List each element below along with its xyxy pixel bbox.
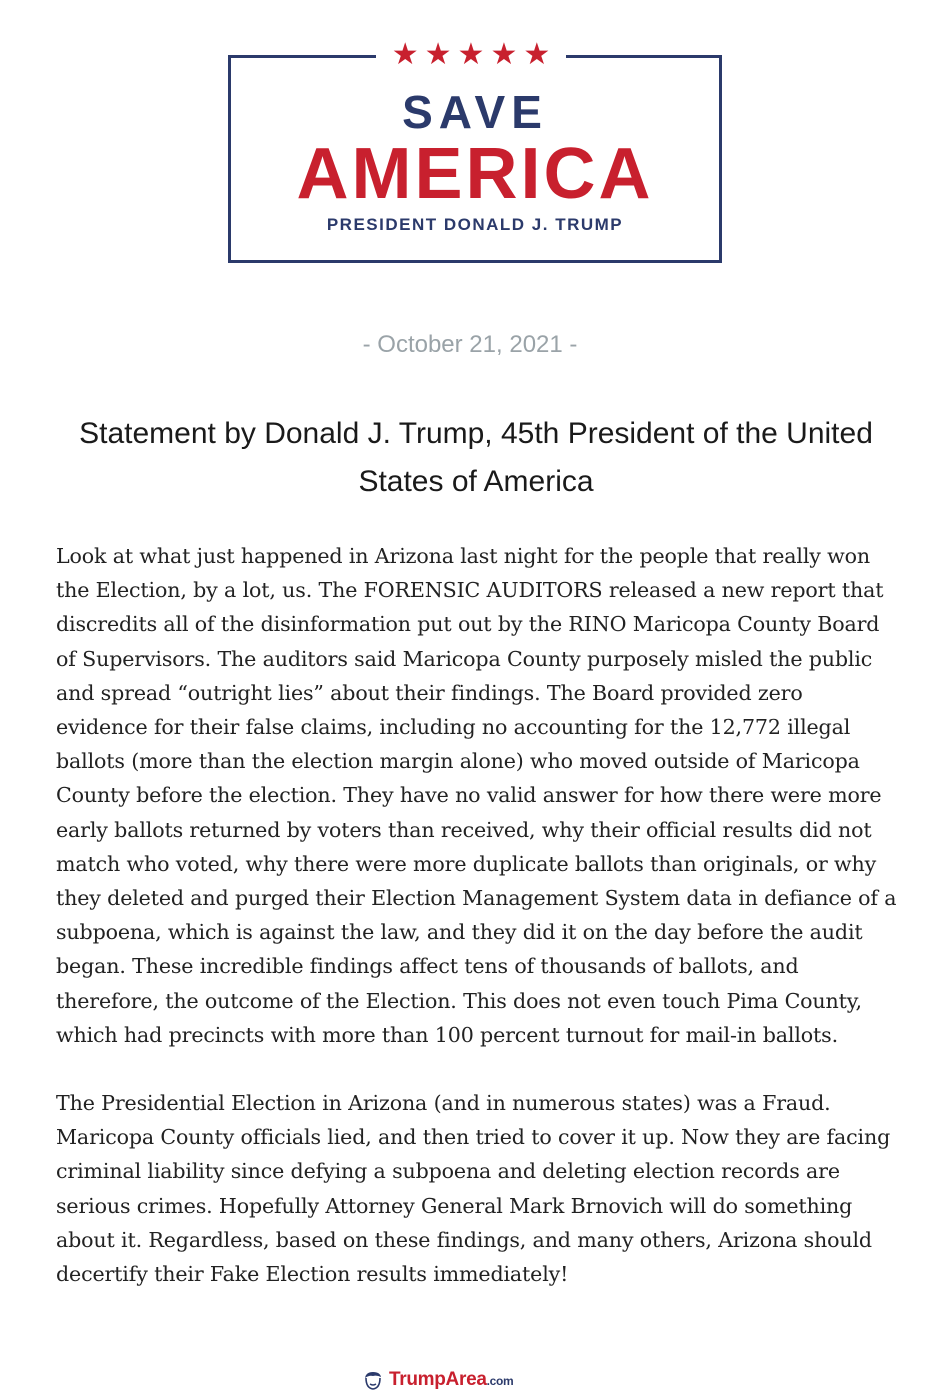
paragraph: Look at what just happened in Arizona last night for the people that really won the Election, by a lot, us. The FORENSIC AUDITORS released a new report that discredits all of the disinformation put out by the RINO Maricopa County Board of Supervisors. The auditors said Maricopa County purposely misled the public and spread “outright lies” about their findings. The Board provided zero evidence for their false claims, including no accounting for the 12,772 illegal ballots (more than the election margin alone) who moved outside of Maricopa County before the election. They have no valid answer for how there were more early ballots returned by voters than received, why their official results did not match who voted, why there were more duplicate ballots than originals, or why they deleted and purged their Election Management System data in defiance of a subpoena, which is against the law, and they did it on the day before the audit began. These incredible findings affect tens of thousands of ballots, and therefore, the outcome of the Election. This does not even touch Pima County, which had precincts with more than 100 percent turnout for mail-in ballots.: [56, 544, 897, 1047]
star-icon: ★: [424, 37, 452, 72]
logo-stars: [376, 38, 566, 72]
footer-brand-name: TrumpArea: [389, 1369, 487, 1390]
logo-america-text: AMERICA: [296, 134, 654, 214]
statement-body: [56, 539, 898, 1325]
logo-subtitle: PRESIDENT DONALD J. TRUMP: [326, 215, 624, 234]
trump-face-icon: [362, 1369, 384, 1391]
footer-brand-tld: .com: [486, 1374, 514, 1388]
footer-brand: [389, 1369, 513, 1391]
star-icon: ★: [490, 37, 518, 72]
statement-date: - October 21, 2021 -: [362, 331, 578, 358]
star-icon: ★: [457, 37, 485, 72]
save-america-logo: [228, 55, 722, 263]
star-icon: ★: [391, 37, 419, 72]
star-icon: ★: [523, 37, 551, 72]
paragraph: The Presidential Election in Arizona (and in numerous states) was a Fraud. Maricopa County officials lied, and then tried to cover it up. Now they are facing criminal liability since defying a subpoena and deleting election records are serious crimes. Hopefully Attorney General Mark Brnovich will do something about it. Regardless, based on these findings, and many others, Arizona should decertify their Fake Election results immediately!: [56, 1091, 891, 1287]
footer-watermark: [362, 1367, 513, 1393]
statement-title: Statement by Donald J. Trump, 45th President of the United States of America: [79, 417, 873, 498]
logo-save-text: SAVE: [402, 86, 548, 138]
